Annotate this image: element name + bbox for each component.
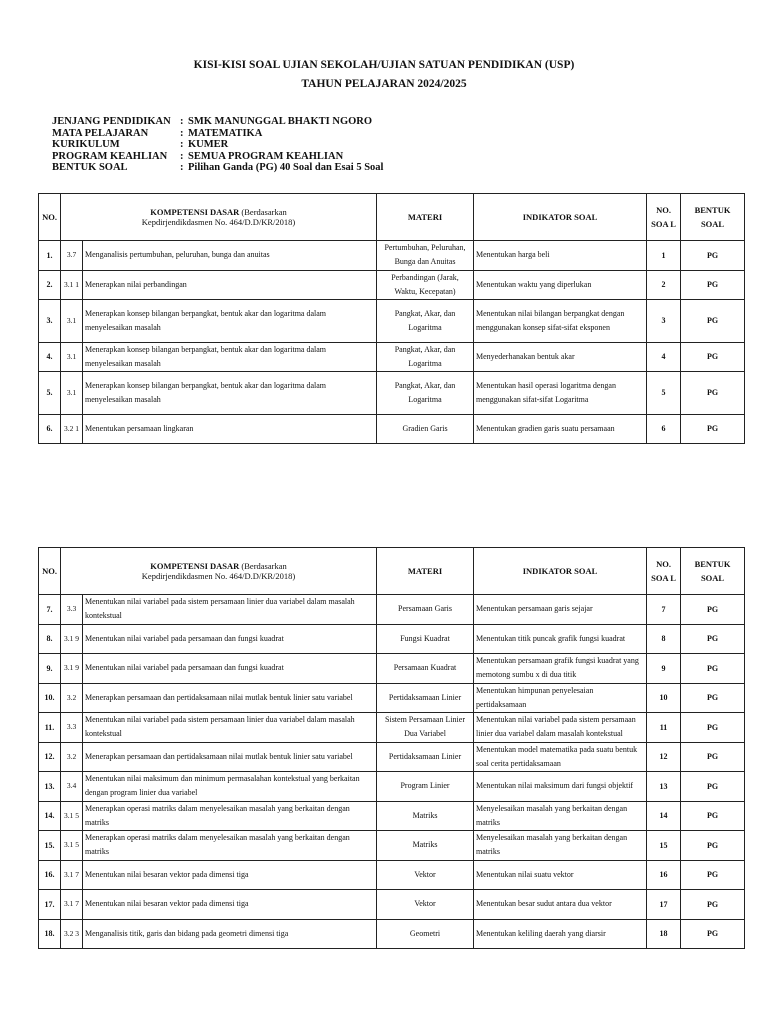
- cell-no: 13.: [39, 772, 61, 802]
- cell-indikator: Menentukan nilai bilangan berpangkat dengan menggunakan konsep sifat-sifat eksponen: [474, 299, 647, 342]
- cell-indikator: Menentukan hasil operasi logaritma dengan menggunakan sifat-sifat Logaritma: [474, 371, 647, 414]
- cell-bentuk-soal: PG: [681, 919, 745, 949]
- cell-no-soal: 4: [647, 342, 681, 371]
- table-row: [39, 831, 745, 861]
- cell-kd-code: 3.1: [61, 371, 83, 414]
- col-header-materi: MATERI: [377, 194, 474, 241]
- cell-indikator: Menyelesaikan masalah yang berkaitan dengan matriks: [474, 801, 647, 831]
- info-block: [52, 116, 383, 174]
- cell-materi: Vektor: [377, 860, 474, 890]
- cell-kd-code: 3.1 9: [61, 654, 83, 684]
- cell-materi: Persamaan Kuadrat: [377, 654, 474, 684]
- cell-kompetensi-dasar: Menganalisis pertumbuhan, peluruhan, bunga dan anuitas: [83, 241, 377, 271]
- cell-kompetensi-dasar: Menerapkan konsep bilangan berpangkat, bentuk akar dan logaritma dalam menyelesaikan masalah: [83, 299, 377, 342]
- cell-kd-code: 3.2: [61, 683, 83, 713]
- cell-bentuk-soal: PG: [681, 299, 745, 342]
- cell-no: 3.: [39, 299, 61, 342]
- cell-indikator: Menentukan gradien garis suatu persamaan: [474, 414, 647, 443]
- cell-no-soal: 7: [647, 595, 681, 625]
- cell-no: 17.: [39, 890, 61, 920]
- cell-indikator: Menentukan nilai maksimum dari fungsi objektif: [474, 772, 647, 802]
- cell-no: 15.: [39, 831, 61, 861]
- cell-materi: Program Linier: [377, 772, 474, 802]
- cell-indikator: Menentukan persamaan grafik fungsi kuadrat yang memotong sumbu x di dua titik: [474, 654, 647, 684]
- cell-indikator: Menyederhanakan bentuk akar: [474, 342, 647, 371]
- cell-kompetensi-dasar: Menentukan nilai maksimum dan minimum permasalahan kontekstual yang berkaitan dengan program linier dua variabel: [83, 772, 377, 802]
- cell-bentuk-soal: PG: [681, 595, 745, 625]
- table-body: [39, 595, 745, 949]
- cell-no-soal: 18: [647, 919, 681, 949]
- cell-indikator: Menentukan model matematika pada suatu bentuk soal cerita pertidaksamaan: [474, 742, 647, 772]
- cell-materi: Pangkat, Akar, dan Logaritma: [377, 299, 474, 342]
- cell-bentuk-soal: PG: [681, 890, 745, 920]
- cell-materi: Fungsi Kuadrat: [377, 624, 474, 654]
- cell-no: 6.: [39, 414, 61, 443]
- cell-kd-code: 3.2: [61, 742, 83, 772]
- info-row: [52, 139, 383, 151]
- col-header-bentuk-soal: BENTUK SOAL: [681, 548, 745, 595]
- cell-bentuk-soal: PG: [681, 772, 745, 802]
- cell-bentuk-soal: PG: [681, 683, 745, 713]
- cell-no: 14.: [39, 801, 61, 831]
- cell-indikator: Menentukan keliling daerah yang diarsir: [474, 919, 647, 949]
- cell-indikator: Menyelesaikan masalah yang berkaitan dengan matriks: [474, 831, 647, 861]
- cell-materi: Pertidaksamaan Linier: [377, 683, 474, 713]
- kd-header-bold: KOMPETENSI DASAR: [150, 207, 240, 217]
- cell-no-soal: 3: [647, 299, 681, 342]
- cell-kd-code: 3.4: [61, 772, 83, 802]
- cell-no: 16.: [39, 860, 61, 890]
- table-row: [39, 860, 745, 890]
- cell-kd-code: 3.1 7: [61, 860, 83, 890]
- col-header-materi: MATERI: [377, 548, 474, 595]
- cell-bentuk-soal: PG: [681, 831, 745, 861]
- cell-kompetensi-dasar: Menentukan nilai variabel pada sistem persamaan linier dua variabel dalam masalah kontekstual: [83, 713, 377, 743]
- kd-header-ref: (Berdasarkan: [239, 207, 287, 217]
- cell-bentuk-soal: PG: [681, 654, 745, 684]
- cell-bentuk-soal: PG: [681, 713, 745, 743]
- cell-no-soal: 13: [647, 772, 681, 802]
- table-row: [39, 414, 745, 443]
- cell-kompetensi-dasar: Menerapkan operasi matriks dalam menyelesaikan masalah yang berkaitan dengan matriks: [83, 801, 377, 831]
- info-separator: :: [180, 150, 184, 162]
- info-label: MATA PELAJARAN: [52, 127, 149, 139]
- cell-no-soal: 5: [647, 371, 681, 414]
- cell-kompetensi-dasar: Menerapkan operasi matriks dalam menyelesaikan masalah yang berkaitan dengan matriks: [83, 831, 377, 861]
- info-label: JENJANG PENDIDIKAN: [52, 116, 171, 127]
- col-header-indikator: INDIKATOR SOAL: [474, 194, 647, 241]
- table-row: [39, 890, 745, 920]
- cell-no-soal: 2: [647, 270, 681, 299]
- cell-bentuk-soal: PG: [681, 801, 745, 831]
- info-row: [52, 151, 383, 163]
- cell-indikator: Menentukan nilai variabel pada sistem persamaan linier dua variabel dalam masalah kontekstual: [474, 713, 647, 743]
- cell-materi: Vektor: [377, 890, 474, 920]
- table-row: [39, 772, 745, 802]
- table-row: [39, 595, 745, 625]
- col-header-kompetensi-dasar: [61, 548, 377, 595]
- cell-kd-code: 3.3: [61, 713, 83, 743]
- cell-bentuk-soal: PG: [681, 371, 745, 414]
- info-separator: :: [180, 139, 184, 151]
- cell-kompetensi-dasar: Menentukan nilai variabel pada persamaan dan fungsi kuadrat: [83, 624, 377, 654]
- cell-materi: Pertumbuhan, Peluruhan, Bunga dan Anuitas: [377, 241, 474, 271]
- cell-no-soal: 17: [647, 890, 681, 920]
- cell-no: 18.: [39, 919, 61, 949]
- info-value: MATEMATIKA: [188, 127, 263, 139]
- cell-no-soal: 14: [647, 801, 681, 831]
- cell-no: 7.: [39, 595, 61, 625]
- cell-materi: Persamaan Garis: [377, 595, 474, 625]
- cell-no-soal: 10: [647, 683, 681, 713]
- table-row: [39, 654, 745, 684]
- cell-kompetensi-dasar: Menentukan nilai besaran vektor pada dimensi tiga: [83, 890, 377, 920]
- cell-no-soal: 11: [647, 713, 681, 743]
- cell-kd-code: 3.2 3: [61, 919, 83, 949]
- table-header-row: [39, 194, 745, 241]
- info-label: BENTUK SOAL: [52, 162, 128, 174]
- cell-no: 8.: [39, 624, 61, 654]
- kd-header-ref: (Berdasarkan: [239, 561, 287, 571]
- table-header-row: [39, 548, 745, 595]
- table-row: [39, 683, 745, 713]
- cell-kd-code: 3.3: [61, 595, 83, 625]
- cell-no: 5.: [39, 371, 61, 414]
- info-row: [52, 128, 383, 140]
- cell-kd-code: 3.1 7: [61, 890, 83, 920]
- cell-indikator: Menentukan himpunan penyelesaian pertidaksamaan: [474, 683, 647, 713]
- cell-kompetensi-dasar: Menerapkan persamaan dan pertidaksamaan nilai mutlak bentuk linier satu variabel: [83, 683, 377, 713]
- cell-bentuk-soal: PG: [681, 241, 745, 271]
- cell-kompetensi-dasar: Menerapkan nilai perbandingan: [83, 270, 377, 299]
- col-header-no-soal: NO. SOA L: [647, 194, 681, 241]
- cell-no-soal: 6: [647, 414, 681, 443]
- info-label: KURIKULUM: [52, 139, 120, 151]
- cell-no: 10.: [39, 683, 61, 713]
- cell-materi: Matriks: [377, 831, 474, 861]
- cell-kompetensi-dasar: Menganalisis titik, garis dan bidang pada geometri dimensi tiga: [83, 919, 377, 949]
- table-row: [39, 342, 745, 371]
- kd-header-bold: KOMPETENSI DASAR: [150, 561, 240, 571]
- cell-indikator: Menentukan besar sudut antara dua vektor: [474, 890, 647, 920]
- cell-materi: Pertidaksamaan Linier: [377, 742, 474, 772]
- kd-header-ref: Kepdirjendikdasmen No. 464/D.D/KR/2018): [141, 571, 296, 581]
- cell-no-soal: 16: [647, 860, 681, 890]
- cell-bentuk-soal: PG: [681, 414, 745, 443]
- document-title: KISI-KISI SOAL UJIAN SEKOLAH/UJIAN SATUAN PENDIDIKAN (USP): [193, 59, 575, 71]
- info-separator: :: [180, 127, 184, 139]
- cell-kompetensi-dasar: Menentukan nilai variabel pada persamaan dan fungsi kuadrat: [83, 654, 377, 684]
- table-row: [39, 801, 745, 831]
- cell-no: 11.: [39, 713, 61, 743]
- cell-no: 9.: [39, 654, 61, 684]
- col-header-no-soal: NO. SOA L: [647, 548, 681, 595]
- col-header-no: NO.: [39, 548, 61, 595]
- cell-no: 4.: [39, 342, 61, 371]
- info-value: SEMUA PROGRAM KEAHLIAN: [188, 150, 344, 162]
- cell-indikator: Menentukan persamaan garis sejajar: [474, 595, 647, 625]
- cell-kompetensi-dasar: Menerapkan konsep bilangan berpangkat, bentuk akar dan logaritma dalam menyelesaikan masalah: [83, 371, 377, 414]
- table-row: [39, 270, 745, 299]
- cell-kompetensi-dasar: Menerapkan konsep bilangan berpangkat, bentuk akar dan logaritma dalam menyelesaikan masalah: [83, 342, 377, 371]
- cell-kompetensi-dasar: Menentukan nilai besaran vektor pada dimensi tiga: [83, 860, 377, 890]
- info-separator: :: [180, 162, 184, 174]
- cell-materi: Matriks: [377, 801, 474, 831]
- cell-bentuk-soal: PG: [681, 270, 745, 299]
- table-row: [39, 742, 745, 772]
- cell-kd-code: 3.1: [61, 342, 83, 371]
- cell-indikator: Menentukan waktu yang diperlukan: [474, 270, 647, 299]
- col-header-indikator: INDIKATOR SOAL: [474, 548, 647, 595]
- info-value: KUMER: [188, 139, 229, 151]
- info-row: [52, 116, 383, 128]
- cell-bentuk-soal: PG: [681, 742, 745, 772]
- table-row: [39, 371, 745, 414]
- cell-indikator: Menentukan harga beli: [474, 241, 647, 271]
- kd-header-ref: Kepdirjendikdasmen No. 464/D.D/KR/2018): [141, 217, 296, 227]
- cell-materi: Perbandingan (Jarak, Waktu, Kecepatan): [377, 270, 474, 299]
- document-subtitle: TAHUN PELAJARAN 2024/2025: [301, 78, 467, 90]
- cell-kd-code: 3.1 5: [61, 831, 83, 861]
- cell-kompetensi-dasar: Menentukan persamaan lingkaran: [83, 414, 377, 443]
- cell-no: 1.: [39, 241, 61, 271]
- kisi-kisi-table-1: [38, 193, 745, 444]
- cell-kd-code: 3.7: [61, 241, 83, 271]
- cell-no-soal: 12: [647, 742, 681, 772]
- cell-indikator: Menentukan nilai suatu vektor: [474, 860, 647, 890]
- cell-bentuk-soal: PG: [681, 860, 745, 890]
- table-row: [39, 241, 745, 271]
- kisi-kisi-table-2: [38, 547, 745, 949]
- cell-kompetensi-dasar: Menerapkan persamaan dan pertidaksamaan nilai mutlak bentuk linier satu variabel: [83, 742, 377, 772]
- cell-kd-code: 3.1: [61, 299, 83, 342]
- col-header-bentuk-soal: BENTUK SOAL: [681, 194, 745, 241]
- cell-no-soal: 15: [647, 831, 681, 861]
- cell-no-soal: 9: [647, 654, 681, 684]
- cell-kd-code: 3.2 1: [61, 414, 83, 443]
- table-row: [39, 624, 745, 654]
- info-separator: :: [180, 116, 184, 127]
- cell-materi: Gradien Garis: [377, 414, 474, 443]
- table-row: [39, 713, 745, 743]
- col-header-kompetensi-dasar: [61, 194, 377, 241]
- info-value: Pilihan Ganda (PG) 40 Soal dan Esai 5 Soal: [188, 162, 384, 174]
- cell-no: 2.: [39, 270, 61, 299]
- cell-bentuk-soal: PG: [681, 342, 745, 371]
- table-row: [39, 299, 745, 342]
- cell-kompetensi-dasar: Menentukan nilai variabel pada sistem persamaan linier dua variabel dalam masalah kontekstual: [83, 595, 377, 625]
- cell-materi: Pangkat, Akar, dan Logaritma: [377, 371, 474, 414]
- cell-no: 12.: [39, 742, 61, 772]
- cell-materi: Geometri: [377, 919, 474, 949]
- cell-indikator: Menentukan titik puncak grafik fungsi kuadrat: [474, 624, 647, 654]
- info-label: PROGRAM KEAHLIAN: [52, 150, 168, 162]
- col-header-no: NO.: [39, 194, 61, 241]
- cell-materi: Sistem Persamaan Linier Dua Variabel: [377, 713, 474, 743]
- cell-materi: Pangkat, Akar, dan Logaritma: [377, 342, 474, 371]
- cell-kd-code: 3.1 9: [61, 624, 83, 654]
- cell-bentuk-soal: PG: [681, 624, 745, 654]
- table-body: [39, 241, 745, 444]
- info-row: [52, 162, 383, 174]
- info-value: SMK MANUNGGAL BHAKTI NGORO: [188, 116, 373, 127]
- cell-kd-code: 3.1 5: [61, 801, 83, 831]
- cell-no-soal: 1: [647, 241, 681, 271]
- table-row: [39, 919, 745, 949]
- cell-kd-code: 3.1 1: [61, 270, 83, 299]
- cell-no-soal: 8: [647, 624, 681, 654]
